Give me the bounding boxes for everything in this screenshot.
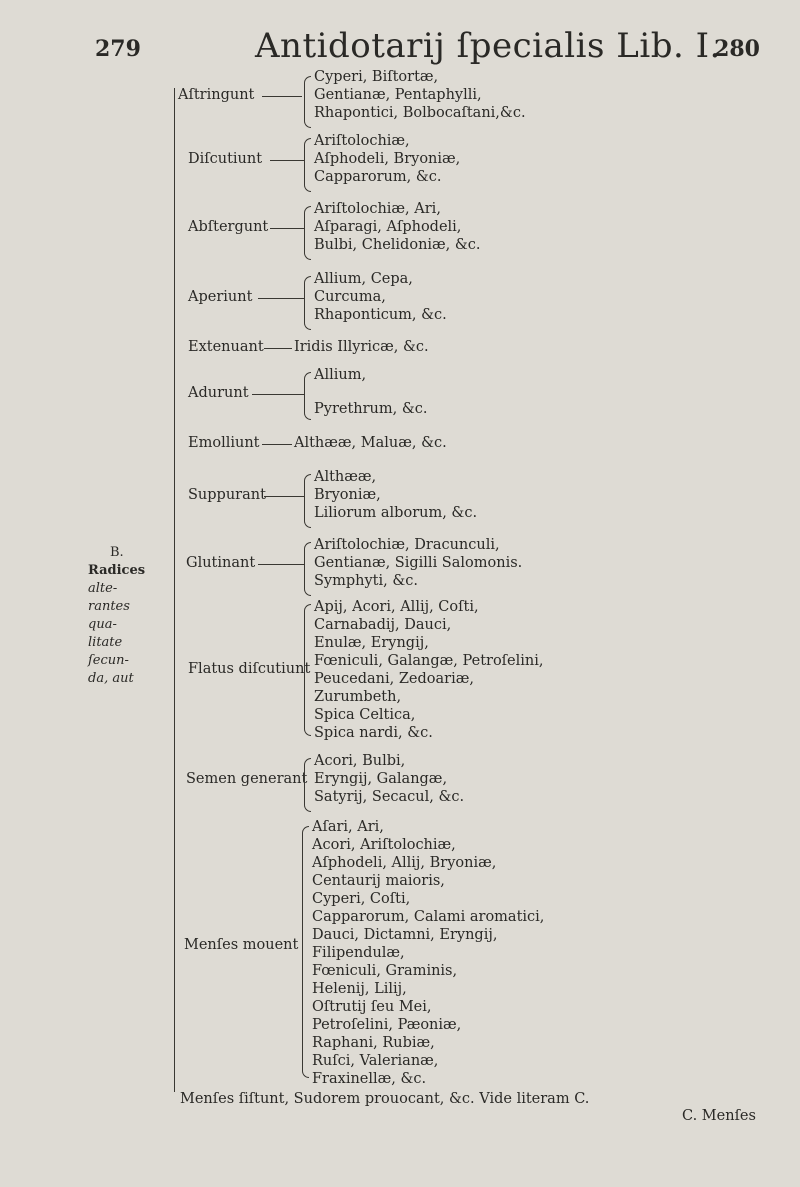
value-line: Filipendulæ, <box>312 945 405 961</box>
value-line: Spica Celtica, <box>314 707 416 723</box>
brace <box>304 372 311 420</box>
entry-label-semen: Semen generant <box>186 771 308 787</box>
value-line: Aſparagi, Aſphodeli, <box>314 219 462 235</box>
value-line: Cyperi, Biſtortæ, <box>314 69 439 85</box>
brace <box>304 76 311 128</box>
value-line: Fœniculi, Galangæ, Petroſelini, <box>314 653 544 669</box>
side-note-line: litate ſecun- <box>88 635 129 668</box>
catchword: C. Menſes <box>682 1108 756 1124</box>
value-line: Aſphodeli, Bryoniæ, <box>314 151 461 167</box>
value-line: Capparorum, &c. <box>314 169 442 185</box>
value-line: Pyrethrum, &c. <box>314 401 428 417</box>
value-line: Satyrij, Secacul, &c. <box>314 789 465 805</box>
value-line: Oſtrutij ſeu Mei, <box>312 999 432 1015</box>
value-line: Allium, Cepa, <box>314 271 413 287</box>
value-line: Dauci, Dictamni, Eryngij, <box>312 927 498 943</box>
value-line: Ariſtolochiæ, Dracunculi, <box>314 537 500 553</box>
value-line: Centaurij maioris, <box>312 873 445 889</box>
connector <box>262 96 302 97</box>
value-line: Curcuma, <box>314 289 386 305</box>
brace <box>304 206 311 260</box>
brace <box>304 276 311 330</box>
value-line: Bulbi, Chelidoniæ, &c. <box>314 237 481 253</box>
entry-label-adurunt: Adurunt <box>188 385 249 401</box>
value-line: Althææ, Maluæ, &c. <box>294 435 447 451</box>
entry-label-discutiunt: Diſcutiunt <box>188 151 263 167</box>
brace <box>304 138 311 192</box>
connector <box>264 496 304 497</box>
entry-label-flatus-text: Flatus diſcutiunt <box>188 661 311 677</box>
value-line: Rhaponticum, &c. <box>314 307 447 323</box>
page-title: Antidotarij ſpecialis Lib. I. <box>255 26 721 66</box>
value-line: Bryoniæ, <box>314 487 381 503</box>
value-line: Aſari, Ari, <box>312 819 384 835</box>
value-line: Raphani, Rubiæ, <box>312 1035 435 1051</box>
value-line: Gentianæ, Pentaphylli, <box>314 87 482 103</box>
side-note <box>88 544 158 688</box>
connector <box>262 444 292 445</box>
brace <box>304 474 311 528</box>
entry-label-astringunt: Aſtringunt <box>178 87 255 103</box>
side-note-line: da, aut <box>88 671 134 686</box>
connector <box>252 394 304 395</box>
brace <box>304 758 311 812</box>
value-line: Ariſtolochiæ, <box>314 133 410 149</box>
value-line: Aſphodeli, Allij, Bryoniæ, <box>312 855 497 871</box>
value-line: Carnabadij, Dauci, <box>314 617 452 633</box>
entry-label-extenuant: Extenuant <box>188 339 264 355</box>
connector <box>270 160 304 161</box>
value-line: Enulæ, Eryngij, <box>314 635 429 651</box>
brace <box>304 604 311 736</box>
value-line: Symphyti, &c. <box>314 573 419 589</box>
entry-label-glutinant: Glutinant <box>186 555 256 571</box>
connector <box>258 564 304 565</box>
value-line: Acori, Ariſtolochiæ, <box>312 837 456 853</box>
side-note-line: Radices <box>88 563 146 578</box>
value-line: Ruſci, Valerianæ, <box>312 1053 439 1069</box>
brace <box>304 542 311 596</box>
entry-label-aperiunt: Aperiunt <box>188 289 253 305</box>
value-line: Liliorum alborum, &c. <box>314 505 478 521</box>
value-line: Fraxinellæ, &c. <box>312 1071 427 1087</box>
page-number-right: 280 <box>714 36 760 62</box>
value-line: Apij, Acori, Allij, Coſti, <box>314 599 479 615</box>
value-line: Fœniculi, Graminis, <box>312 963 458 979</box>
connector <box>264 348 292 349</box>
entry-label-menses-mouent: Menſes mouent <box>184 937 299 953</box>
page-number-left: 279 <box>95 36 141 62</box>
side-note-letter: B. <box>110 545 124 560</box>
value-line: Rhapontici, Bolbocaſtani,&c. <box>314 105 526 121</box>
value-line: Allium, <box>314 367 367 383</box>
value-line: Gentianæ, Sigilli Salomonis. <box>314 555 523 571</box>
value-line: Iridis Illyricæ, &c. <box>294 339 429 355</box>
value-line: Helenij, Lilij, <box>312 981 407 997</box>
entry-label-emolliunt: Emolliunt <box>188 435 260 451</box>
value-line: Zurumbeth, <box>314 689 402 705</box>
main-brace-line <box>174 88 175 1092</box>
value-line: Capparorum, Calami aromatici, <box>312 909 545 925</box>
value-line: Cyperi, Coſti, <box>312 891 411 907</box>
value-line: Peucedani, Zedoariæ, <box>314 671 474 687</box>
brace <box>302 826 309 1078</box>
value-line: Ariſtolochiæ, Ari, <box>314 201 441 217</box>
side-note-line: alte- <box>88 581 118 596</box>
value-line: Petroſelini, Pæoniæ, <box>312 1017 462 1033</box>
connector <box>258 298 304 299</box>
value-line: Acori, Bulbi, <box>314 753 406 769</box>
value-line: Eryngij, Galangæ, <box>314 771 448 787</box>
connector <box>270 228 304 229</box>
entry-label-suppurant: Suppurant <box>188 487 266 503</box>
entry-label-flatus <box>188 660 310 678</box>
final-line: Menſes ſiſtunt, Sudorem prouocant, &c. Vide literam C. <box>180 1091 590 1107</box>
value-line: Althææ, <box>314 469 377 485</box>
value-line: Spica nardi, &c. <box>314 725 433 741</box>
entry-label-abstergunt: Abſtergunt <box>188 219 269 235</box>
side-note-line: rantes qua- <box>88 599 130 632</box>
